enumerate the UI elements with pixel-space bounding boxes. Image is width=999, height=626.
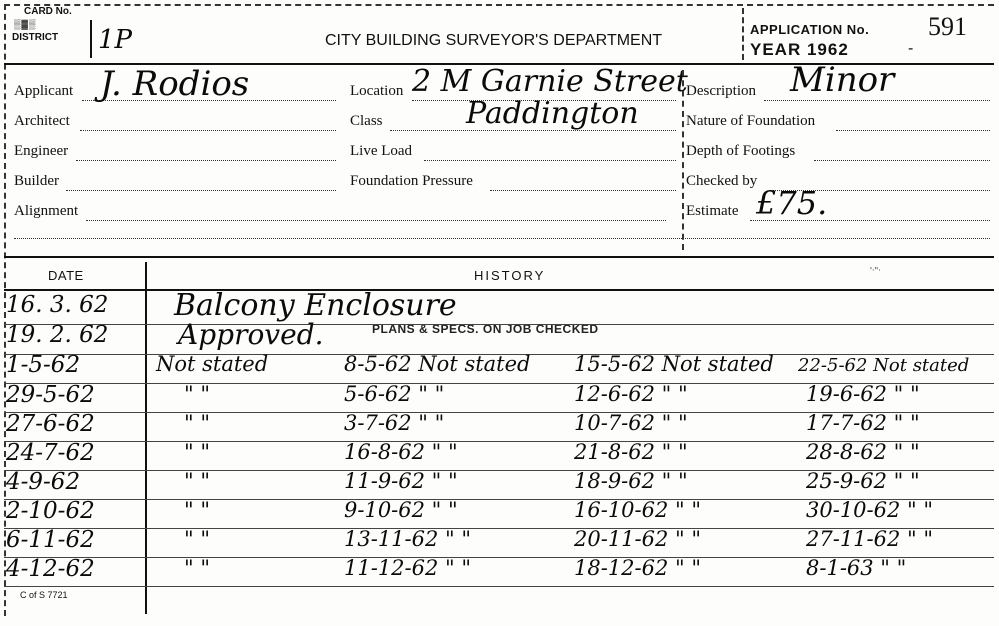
history-entry: 17-7-62 " " — [806, 411, 920, 435]
history-entry: " " — [184, 527, 210, 551]
history-entry: 18-9-62 " " — [574, 469, 688, 493]
history-row — [6, 411, 996, 441]
engineer-line — [76, 160, 336, 161]
history-entry: 15-5-62 Not stated — [574, 352, 774, 376]
applicant-label: Applicant — [14, 83, 74, 99]
history-entry: 9-10-62 " " — [344, 498, 458, 522]
history-date: 19. 2. 62 — [6, 322, 109, 348]
architect-line — [80, 130, 336, 131]
nature-of-foundation-label: Nature of Foundation — [686, 113, 816, 129]
history-entry: " " — [184, 469, 210, 493]
stamp-mark: ▒▓▒ — [14, 19, 37, 29]
estimate-value: £75. — [756, 184, 828, 222]
history-entry: 19-6-62 " " — [806, 382, 920, 406]
history-entry: 8-1-63 " " — [806, 556, 907, 580]
history-entry: Approved. — [178, 318, 324, 351]
header-dash: - — [908, 40, 914, 57]
extra-line — [14, 238, 990, 239]
class-label: Class — [350, 113, 383, 129]
history-entry: 13-11-62 " " — [344, 527, 472, 551]
history-row — [6, 382, 996, 412]
history-row — [6, 318, 996, 352]
history-date: 2-10-62 — [6, 498, 95, 524]
form-code: C of S 7721 — [20, 590, 68, 600]
district-divider — [90, 20, 92, 58]
description-line — [764, 100, 990, 101]
location-label: Location — [350, 83, 404, 99]
alignment-line — [86, 220, 666, 221]
faint-mark: 'ᐧ"ᐧ — [870, 266, 881, 277]
history-header: HISTORY — [474, 268, 546, 283]
history-date: 1-5-62 — [6, 352, 81, 378]
history-entry: 11-12-62 " " — [344, 556, 472, 580]
application-label: APPLICATION No. — [750, 22, 870, 37]
history-entry: 8-5-62 Not stated — [344, 352, 531, 376]
card-no-label: CARD No. — [24, 6, 72, 17]
history-row — [6, 498, 996, 528]
history-entry: Not stated — [156, 352, 269, 376]
live-load-line — [424, 160, 676, 161]
history-entry: " " — [184, 411, 210, 435]
description-label: Description — [686, 83, 756, 99]
history-row — [6, 527, 996, 557]
history-date: 29-5-62 — [6, 382, 95, 408]
description-value: Minor — [790, 60, 895, 100]
builder-label: Builder — [14, 173, 59, 189]
history-entry: 20-11-62 " " — [574, 527, 702, 551]
applicant-value: J. Rodios — [100, 64, 250, 104]
foundation-pressure-label: Foundation Pressure — [350, 173, 473, 189]
location-suburb: Paddington — [466, 96, 639, 131]
foundation-pressure-line — [490, 190, 676, 191]
stamp-text: PLANS & SPECS. ON JOB CHECKED — [372, 322, 599, 336]
estimate-label: Estimate — [686, 203, 739, 219]
depth-of-footings-line — [814, 160, 990, 161]
depth-of-footings-label: Depth of Footings — [686, 143, 796, 159]
history-row — [6, 288, 996, 323]
district-label: DISTRICT — [12, 32, 59, 43]
row-rule — [4, 586, 994, 587]
top-border — [4, 4, 994, 6]
builder-line — [66, 190, 336, 191]
history-header-rule — [4, 289, 994, 291]
application-number: 591 — [928, 12, 967, 41]
history-entry: Balcony Enclosure — [174, 288, 457, 323]
history-entry: 10-7-62 " " — [574, 411, 688, 435]
history-date: 4-12-62 — [6, 556, 95, 582]
year-label: YEAR 1962 — [750, 40, 849, 59]
history-entry: 18-12-62 " " — [574, 556, 702, 580]
history-entry: 11-9-62 " " — [344, 469, 458, 493]
date-header: DATE — [48, 268, 84, 283]
history-entry: " " — [184, 440, 210, 464]
history-entry: 16-10-62 " " — [574, 498, 702, 522]
history-date: 6-11-62 — [6, 527, 95, 553]
history-entry: 3-7-62 " " — [344, 411, 445, 435]
checked-by-label: Checked by — [686, 173, 758, 189]
application-divider — [742, 8, 744, 60]
history-entry: 5-6-62 " " — [344, 382, 445, 406]
history-entry: 22-5-62 Not stated — [798, 355, 970, 376]
history-date: 24-7-62 — [6, 440, 95, 466]
history-entry: 25-9-62 " " — [806, 469, 920, 493]
history-entry: 30-10-62 " " — [806, 498, 934, 522]
alignment-label: Alignment — [14, 203, 79, 219]
nature-of-foundation-line — [836, 130, 990, 131]
history-date: 27-6-62 — [6, 411, 95, 437]
history-row — [6, 469, 996, 499]
history-entry: 12-6-62 " " — [574, 382, 688, 406]
history-top-rule — [4, 256, 994, 258]
history-date: 16. 3. 62 — [6, 292, 109, 318]
department-title: CITY BUILDING SURVEYOR'S DEPARTMENT — [325, 32, 663, 49]
architect-label: Architect — [14, 113, 70, 129]
right-column-divider — [682, 70, 684, 250]
history-row — [6, 440, 996, 470]
history-date: 4-9-62 — [6, 469, 81, 495]
location-value: 2 M Garnie Street — [412, 64, 688, 99]
live-load-label: Live Load — [350, 143, 413, 159]
history-entry: " " — [184, 382, 210, 406]
history-entry: 28-8-62 " " — [806, 440, 920, 464]
history-entry: " " — [184, 498, 210, 522]
engineer-label: Engineer — [14, 143, 69, 159]
district-value: 1P — [98, 25, 133, 55]
history-entry: 16-8-62 " " — [344, 440, 458, 464]
history-row — [6, 556, 996, 586]
history-entry: " " — [184, 556, 210, 580]
history-entry: 21-8-62 " " — [574, 440, 688, 464]
history-entry: 27-11-62 " " — [806, 527, 934, 551]
history-row — [6, 352, 996, 382]
